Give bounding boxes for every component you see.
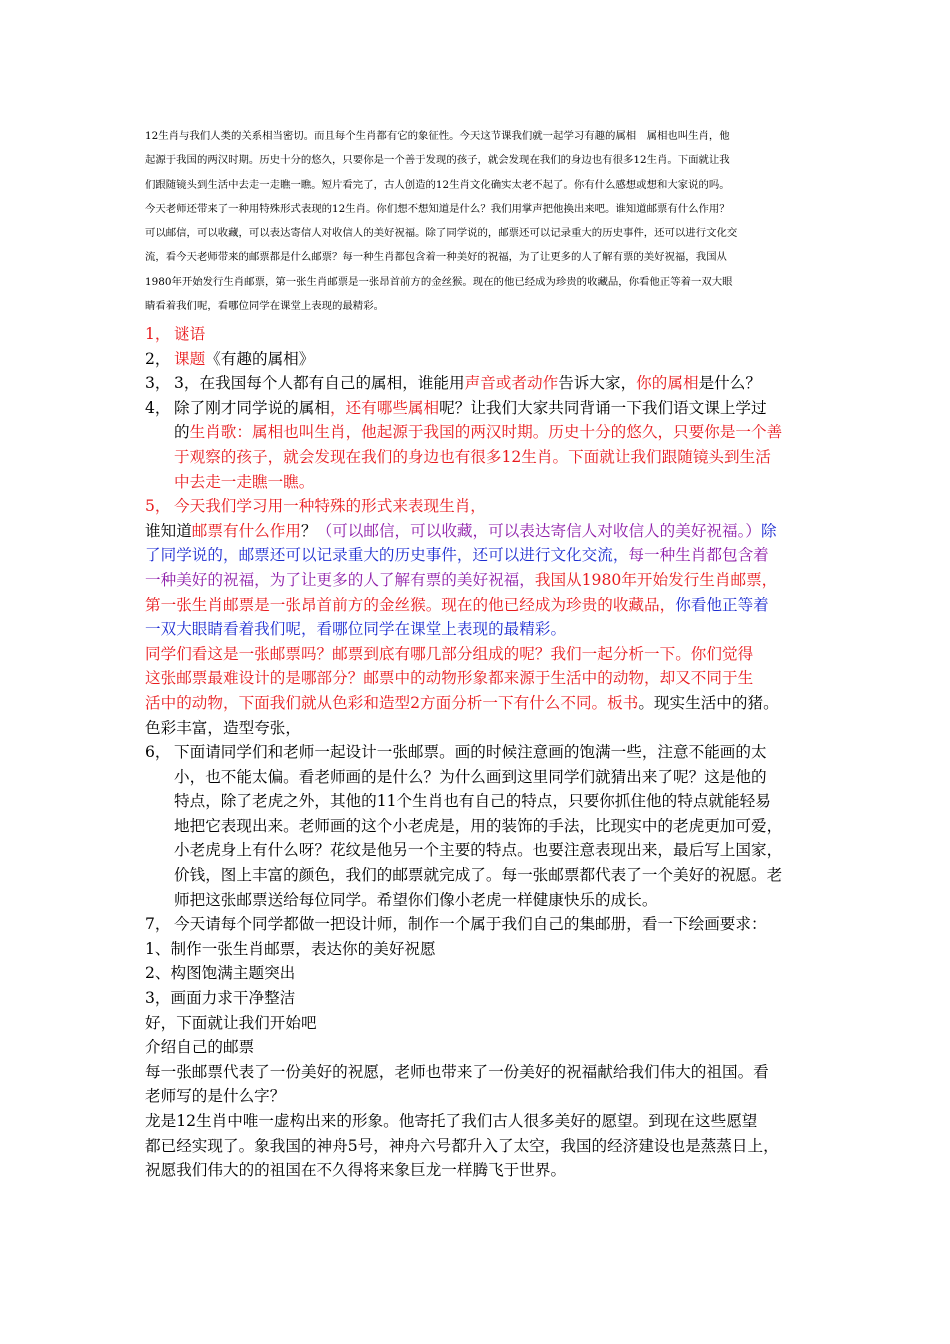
stamp-paragraph bbox=[145, 519, 813, 642]
closing-line: 每一张邮票代表了一份美好的祝愿，老师也带来了一份美好的祝福献给我们伟大的祖国。看 bbox=[145, 1062, 769, 1081]
closing-line: 老师写的是什么字？ bbox=[145, 1087, 286, 1106]
item-text: 《有趣的属相》 bbox=[205, 349, 315, 368]
para-text-highlight: 活中的动物，下面我们就从色彩和造型2方面分析一下有什么不同。板书 bbox=[145, 693, 639, 712]
item-text: 师把这张邮票送给每位同学。希望你们像小老虎一样健康快乐的成长。 bbox=[174, 890, 658, 909]
item-text-highlight: ：属相也叫生肖，他起源于我国的两汉时期。历史十分的悠久，只要你是一个善 bbox=[236, 423, 783, 442]
para-text: 色彩丰富，造型夸张， bbox=[145, 718, 301, 737]
intro-line: 起源于我国的两汉时期。历史十分的悠久，只要你是一个善于发现的孩子，就会发现在我们的身边也有很多12生肖。下面就让我 bbox=[145, 154, 730, 167]
intro-line: 今天老师还带来了一种用特殊形式表现的12生肖。你们想不想知道是什么？我们用掌声把他换出来吧。谁知道邮票有什么作用？ bbox=[145, 202, 730, 215]
para-text-highlight: 你看他正等着 bbox=[675, 595, 769, 614]
requirements-list bbox=[145, 937, 813, 1011]
item-text: 谜语 bbox=[174, 325, 206, 343]
item-text: 3，在我国每个人都有自己的属相，谁能用 bbox=[174, 374, 465, 393]
para-text: 。现实生活中的猪。 bbox=[638, 693, 779, 712]
list-item-2 bbox=[145, 347, 813, 372]
intro-paragraph bbox=[145, 124, 815, 318]
list-item-3 bbox=[145, 371, 813, 396]
para-text-highlight: （可以邮信，可以收藏，可以表达寄信人对收信人的美好祝福。） bbox=[316, 521, 761, 540]
item-text-highlight: 生肖歌 bbox=[189, 423, 237, 442]
lesson-body bbox=[145, 322, 813, 1183]
item-number: 6， bbox=[145, 743, 171, 762]
para-text-highlight: 除 bbox=[761, 521, 777, 540]
closing-line: 都已经实现了。象我国的神舟5号，神舟六号都升入了太空，我国的经济建设也是蒸蒸日上， bbox=[145, 1136, 779, 1155]
para-text-highlight: 第一张生肖邮票是一张昂首前方的金丝猴。现在的他已经成为珍贵的收藏品， bbox=[145, 595, 676, 614]
requirement-item: 2、构图饱满主题突出 bbox=[145, 964, 296, 983]
item-text: 价钱，图上丰富的颜色，我们的邮票就完成了。每一张邮票都代表了一个美好的祝愿。老 bbox=[174, 866, 783, 885]
item-text-highlight: 中去走一走瞧一瞧。 bbox=[174, 472, 315, 491]
item-text: 呢？让我们大家共同背诵一下我们语文课上学过 bbox=[439, 398, 767, 417]
closing-line: 介绍自己的邮票 bbox=[145, 1038, 255, 1057]
item-number: 4， bbox=[145, 398, 171, 417]
closing-paragraph bbox=[145, 1011, 813, 1183]
para-text-highlight: 一种美好的祝福，为了让更多的人了解有票的美好祝福， bbox=[145, 570, 535, 589]
item-text: 是什么？ bbox=[698, 374, 761, 393]
closing-line: 龙是12生肖中唯一虚构出来的形象。他寄托了我们古人很多美好的愿望。到现在这些愿望 bbox=[145, 1112, 758, 1130]
list-item-4 bbox=[145, 396, 813, 494]
list-item-6 bbox=[145, 740, 813, 912]
item-number: 2， bbox=[145, 349, 171, 368]
item-text: 小老虎身上有什么呀？花纹是他另一个主要的特点。也要注意表现出来，最后写上国家， bbox=[174, 841, 783, 860]
para-text-highlight: 一双大眼睛看着我们呢，看哪位同学在课堂上表现的最精彩。 bbox=[145, 620, 567, 639]
intro-line: 1980年开始发行生肖邮票，第一张生肖邮票是一张昂首前方的金丝猴。现在的他已经成为珍贵的收藏品，你看他正等着一双大眼 bbox=[145, 275, 733, 288]
intro-line: 们跟随镜头到生活中去走一走瞧一瞧。短片看完了，古人创造的12生肖文化确实太老不起了。你有什么感想或想和大家说的吗。 bbox=[145, 178, 730, 191]
item-text-highlight: 于观察的孩子，就会发现在我们的身边也有很多12生肖。下面就让我们跟随镜头到生活 bbox=[174, 447, 771, 466]
item-text-highlight: 你的属相 bbox=[636, 374, 699, 393]
para-text: 谁知道 bbox=[145, 521, 192, 540]
item-text-highlight: 课题 bbox=[174, 349, 206, 368]
intro-line: 流，看今天老师带来的邮票都是什么邮票？每一种生肖都包含着一种美好的祝福，为了让更多的人了解有票的美好祝福，我国从 bbox=[145, 251, 727, 264]
para-text-highlight: 我国从1980年开始发行生肖邮票， bbox=[534, 570, 778, 589]
item-number: 1， bbox=[145, 325, 171, 343]
para-text-highlight: 了同学说的，邮票还可以记录重大的历史事件，还可以进行文化交流， bbox=[145, 546, 629, 565]
para-text-highlight: 邮票有什么作用 bbox=[191, 521, 301, 540]
closing-line: 好，下面就让我们开始吧 bbox=[145, 1013, 317, 1032]
closing-line: 祝愿我们伟大的的祖国在不久得将来象巨龙一样腾飞于世界。 bbox=[145, 1161, 567, 1180]
item-text: 今天请每个同学都做一把设计师，制作一个属于我们自己的集邮册，看一下绘画要求： bbox=[174, 915, 767, 934]
para-text-highlight: 每一种生肖都包含着 bbox=[628, 546, 769, 565]
list-item-7 bbox=[145, 912, 813, 937]
intro-line: 可以邮信，可以收藏，可以表达寄信人对收信人的美好祝福。除了同学说的，邮票还可以记录重大的历史事件，还可以进行文化交 bbox=[145, 227, 738, 240]
list-item-5 bbox=[145, 494, 813, 519]
list-item-1 bbox=[145, 322, 813, 347]
para-text-highlight: 同学们看这是一张邮票吗？邮票到底有哪几部分组成的呢？我们一起分析一下。你们觉得 bbox=[145, 644, 754, 663]
item-text: 的 bbox=[174, 423, 190, 442]
item-text: 告诉大家， bbox=[558, 374, 637, 393]
item-text: 除了刚才同学说的属相 bbox=[174, 398, 330, 417]
item-text-highlight: ，还有哪些属相 bbox=[329, 398, 440, 417]
para-text: ？ bbox=[300, 521, 317, 540]
para-text-highlight: 这张邮票最难设计的是哪部分？邮票中的动物形象都来源于生活中的动物，却又不同于生 bbox=[145, 669, 754, 688]
requirement-item: 3，画面力求干净整洁 bbox=[145, 989, 296, 1008]
item-text: 下面请同学们和老师一起设计一张邮票。画的时候注意画的饱满一些，注意不能画的太 bbox=[174, 743, 767, 762]
item-text: 地把它表现出来。老师画的这个小老虎是，用的装饰的手法，比现实中的老虎更加可爱， bbox=[174, 816, 783, 835]
item-number: 5， bbox=[145, 497, 171, 516]
item-text: 特点，除了老虎之外，其他的11个生肖也有自己的特点，只要你抓住他的特点就能轻易 bbox=[174, 792, 771, 811]
item-number: 3， bbox=[145, 374, 171, 393]
requirement-item: 1、制作一张生肖邮票，表达你的美好祝愿 bbox=[145, 939, 436, 958]
intro-line: 12生肖与我们人类的关系相当密切。而且每个生肖都有它的象征性。今天这节课我们就一起学习有趣的属相 属相也叫生肖，他 bbox=[145, 130, 730, 142]
intro-line: 睛看着我们呢，看哪位同学在课堂上表现的最精彩。 bbox=[145, 300, 384, 313]
item-number: 7， bbox=[145, 915, 171, 934]
item-text-highlight: 声音或者动作 bbox=[464, 374, 559, 393]
analysis-paragraph bbox=[145, 642, 813, 740]
item-text: 小，也不能太偏。看老师画的是什么？为什么画到这里同学们就猜出来了呢？这是他的 bbox=[174, 767, 767, 786]
item-text: 今天我们学习用一种特殊的形式来表现生肖， bbox=[174, 497, 486, 516]
